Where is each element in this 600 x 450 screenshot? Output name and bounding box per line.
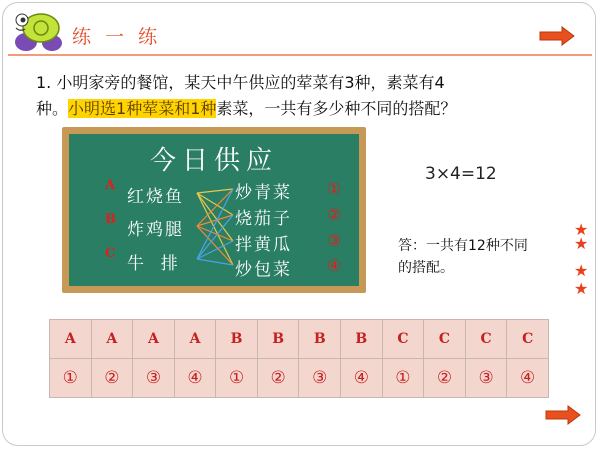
next-arrow-top-icon[interactable]	[538, 26, 576, 46]
snail-mascot-icon	[8, 6, 70, 54]
star-icon[interactable]: ★	[574, 261, 589, 280]
star-icon[interactable]: ★	[574, 279, 589, 298]
table-cell: ④	[341, 359, 383, 398]
meat-item-a: 红烧鱼	[127, 187, 184, 207]
board-title: 今日供应	[149, 146, 278, 176]
star-icon[interactable]: ★	[574, 220, 589, 239]
combination-table	[49, 319, 549, 398]
table-cell: A	[174, 320, 216, 359]
veg-num-2: ②	[327, 205, 342, 224]
table-cell: B	[216, 320, 258, 359]
equation: 3×4=12	[425, 164, 497, 184]
answer-text: 答：一共有12种不同的搭配。	[398, 238, 528, 276]
table-cell: ②	[257, 359, 299, 398]
question-highlight: 小明选1种荤菜和1种	[68, 99, 217, 118]
meat-item-b: 炸鸡腿	[127, 220, 184, 240]
veg-item-4: 炒包菜	[235, 260, 292, 280]
table-cell: B	[299, 320, 341, 359]
table-cell: A	[50, 320, 92, 359]
meat-label-b: B	[105, 212, 116, 227]
next-arrow-bottom-icon[interactable]	[544, 405, 582, 425]
menu-board	[62, 127, 366, 293]
table-cell: C	[424, 320, 466, 359]
table-cell: B	[257, 320, 299, 359]
question-line-2-end: 素菜，一共有多少种不同的搭配？	[216, 99, 457, 118]
table-cell: A	[133, 320, 175, 359]
meat-label-c: C	[105, 246, 116, 261]
veg-num-3: ③	[327, 231, 342, 250]
header-divider	[8, 54, 592, 56]
table-cell: ①	[382, 359, 424, 398]
table-cell: ③	[299, 359, 341, 398]
star-icon[interactable]: ★	[574, 234, 589, 253]
table-cell: ①	[216, 359, 258, 398]
question-line-2	[36, 96, 576, 122]
table-cell: ②	[91, 359, 133, 398]
table-cell: C	[507, 320, 549, 359]
table-cell: ④	[507, 359, 549, 398]
veg-item-2: 烧茄子	[235, 209, 292, 229]
table-cell: A	[91, 320, 133, 359]
table-cell: C	[465, 320, 507, 359]
section-title: 练 一 练	[72, 26, 162, 48]
table-cell: ②	[424, 359, 466, 398]
question-line-2-start: 种。	[36, 99, 69, 118]
question-line-1: 1. 小明家旁的餐馆，某天中午供应的荤菜有3种，素菜有4	[36, 73, 445, 92]
veg-num-4: ④	[327, 256, 342, 275]
question-text	[36, 70, 576, 122]
veg-item-1: 炒青菜	[235, 183, 292, 203]
table-row-numbers	[50, 359, 549, 398]
table-row-letters	[50, 320, 549, 359]
table-cell: ①	[50, 359, 92, 398]
table-cell: B	[341, 320, 383, 359]
table-cell: ④	[174, 359, 216, 398]
veg-num-1: ①	[327, 179, 342, 198]
meat-label-a: A	[105, 178, 116, 193]
table-cell: ③	[133, 359, 175, 398]
pairing-lines	[69, 134, 359, 286]
table-cell: ③	[465, 359, 507, 398]
meat-item-c: 牛 排	[127, 254, 180, 274]
veg-item-3: 拌黄瓜	[235, 235, 292, 255]
table-cell: C	[382, 320, 424, 359]
